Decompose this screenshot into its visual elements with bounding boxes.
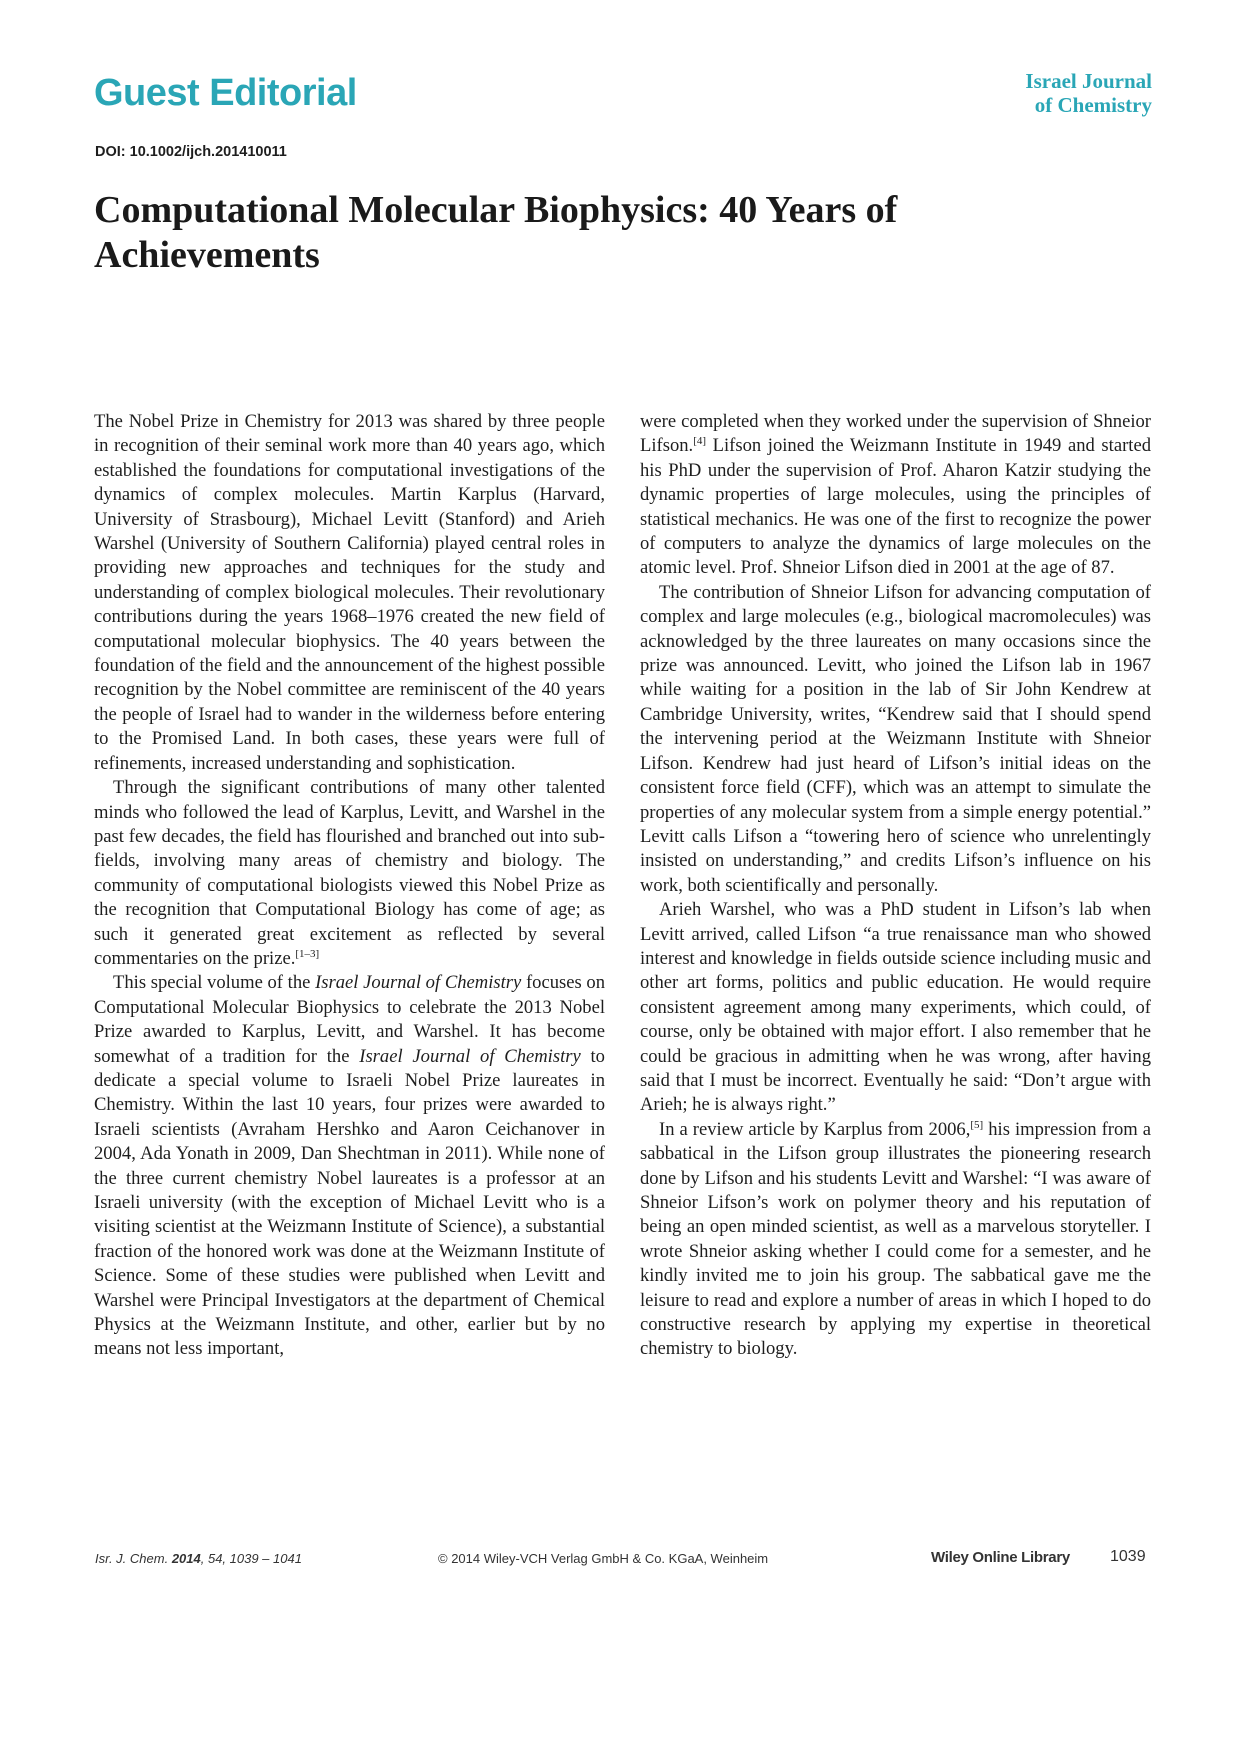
reference-link[interactable]: [5]: [970, 1118, 984, 1131]
page-number: 1039: [1110, 1548, 1146, 1565]
journal-name: Israel Journal of Chemistry: [315, 972, 522, 994]
paragraph-text: to dedicate a special volume to Israeli Nobel Prize laureates in Chemistry. Within the last 10 years, four prizes were awarded to Israeli scientists (Avraham Hershko and Aaron Ceichanover in 2004, Ada Yonath in 2009, Dan Shechtman in 2011). While none of the three current chemistry Nobel laureates is a professor at an Israeli university (with the exception of Michael Levitt who is a visiting scientist at the Weizmann Institute of Science), a substantial fraction of the honored work was done at the Weizmann Institute of Science. Some of these studies were published when Levitt and Warshel were Principal Investigators at the department of Chemical Physics at the Weizmann Institute, and other, earlier but by no means not less important,: [94, 1045, 605, 1360]
paragraph: The Nobel Prize in Chemistry for 2013 was shared by three people in recognition of their seminal work more than 40 years ago, which established the foundations for computational investigations of the dynamics of complex molecules. Martin Karplus (Harvard, University of Strasbourg), Michael Levitt (Stanford) and Arieh Warshel (University of Southern California) played central roles in providing new approaches and techniques for the study and understanding of complex biological molecules. Their revolutionary contributions during the years 1968–1976 created the new field of computational molecular biophysics. The 40 years between the foundation of the field and the announcement of the highest possible recognition by the Nobel committee are reminiscent of the 40 years the people of Israel had to wander in the wilderness before entering to the Promised Land. In both cases, these years were full of refinements, increased understanding and sophistication.: [94, 411, 605, 774]
paragraph-text: Lifson joined the Weizmann Institute in 1949 and started his PhD under the supervision of Prof. Aharon Katzir studying the dynamic properties of large molecules, using the principles of statistical mechanics. He was one of the first to recognize the power of computers to analyze the dynamics of large molecules on the atomic level. Prof. Shneior Lifson died in 2001 at the age of 87.: [640, 435, 1151, 579]
journal-logo: [952, 69, 1152, 117]
citation-journal: Isr. J. Chem.: [95, 1551, 172, 1566]
section-label: Guest Editorial: [94, 72, 357, 114]
left-column: [94, 410, 605, 1362]
journal-name: Israel Journal of Chemistry: [359, 1045, 581, 1067]
citation-year: 2014: [171, 1551, 201, 1566]
citation-pages: , 54, 1039 – 1041: [200, 1551, 302, 1566]
footer-copyright: © 2014 Wiley-VCH Verlag GmbH & Co. KGaA, Weinheim: [438, 1551, 769, 1566]
doi[interactable]: DOI: 10.1002/ijch.201410011: [95, 144, 287, 160]
reference-link[interactable]: [4]: [693, 435, 707, 448]
paragraph: [640, 410, 1151, 581]
paragraph: Arieh Warshel, who was a PhD student in Lifson’s lab when Levitt arrived, called Lifson “a true renaissance man who showed interest and knowledge in fields outside science including music and other art forms, politics and public education. He would require consistent agreement among many experiments, which could, of course, only be obtained with major effort. I also remember that he could be gracious in admitting when he was wrong, after having said that I must be incorrect. Eventually he said: “Don’t argue with Arieh; he is always right.”: [640, 899, 1151, 1116]
reference-link[interactable]: [1–3]: [295, 947, 320, 960]
footer-citation: [95, 1551, 302, 1571]
right-column: [640, 410, 1151, 1362]
paragraph-text: were completed when they worked under the supervision of Shneior Lifson.: [640, 411, 1151, 457]
paragraph-text: This special volume of the: [113, 972, 316, 994]
paragraph-text: In a review article by Karplus from 2006,: [659, 1118, 971, 1140]
paragraph: [94, 776, 605, 971]
paragraph: [94, 971, 605, 1362]
paragraph-text: Through the significant contributions of many other talented minds who followed the lead of Karplus, Levitt, and Warshel in the past few decades, the field has flourished and branched out into sub-fields, involving many areas of chemistry and biology. The community of computational biologists viewed this Nobel Prize as the recognition that Computational Biology has come of age; as such it generated great excitement as reflected by several commentaries on the prize.: [94, 777, 605, 969]
paragraph-text: focuses on Computational Molecular Biophysics to celebrate the 2013 Nobel Prize awarded to Karplus, Levitt, and Warshel. It has become somewhat of a tradition for the: [94, 972, 605, 1067]
journal-logo-line2: of Chemistry: [1034, 93, 1152, 117]
paragraph-text: his impression from a sabbatical in the Lifson group illustrates the pioneering research done by Lifson and his students Levitt and Warshel: “I was aware of Shneior Lifson’s work on polymer theory and his reputation of being an open minded scientist, as well as a marvelous storyteller. I wrote Shneior asking whether I could come for a semester, and he kindly invited me to join his group. The sabbatical gave me the leisure to read and explore a number of areas in which I hoped to do constructive research by applying my expertise in theoretical chemistry to biology.: [640, 1118, 1151, 1360]
article-title: Computational Molecular Biophysics: 40 Years of Achievements: [94, 189, 898, 276]
paragraph: The contribution of Shneior Lifson for advancing computation of complex and large molecules (e.g., biological macromolecules) was acknowledged by the three laureates on many occasions since the prize was announced. Levitt, who joined the Lifson lab in 1967 while waiting for a position in the lab of Sir John Kendrew at Cambridge University, writes, “Kendrew said that I should spend the intervening period at the Weizmann Institute with Shneior Lifson. Kendrew had just heard of Lifson’s initial ideas on the consistent force field (CFF), which was an attempt to simulate the properties of any molecular system from a simple energy potential.” Levitt calls Lifson a “towering hero of science who unrelentingly insisted on understanding,” and credits Lifson’s influence on his work, both scientifically and personally.: [640, 581, 1151, 896]
wiley-online-library-link[interactable]: Wiley Online Library: [931, 1549, 1070, 1566]
journal-logo-line1: Israel Journal: [1025, 69, 1152, 93]
paragraph: [640, 1118, 1151, 1362]
